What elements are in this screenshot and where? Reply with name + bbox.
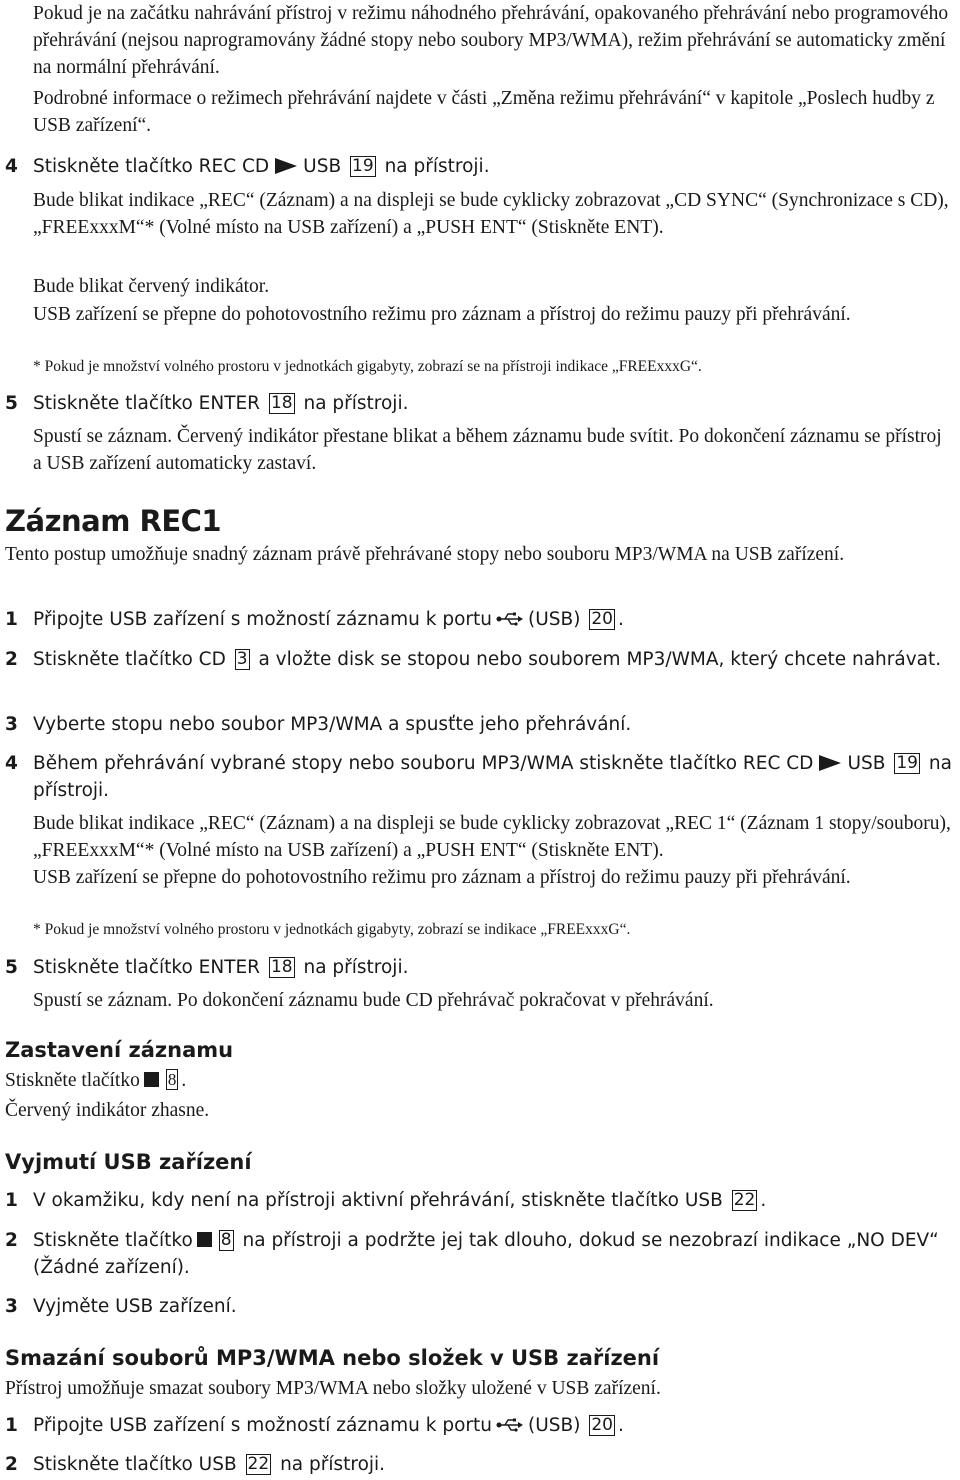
step-text: na přístroji.: [303, 957, 409, 978]
stop-square-icon: [144, 1072, 159, 1087]
intro-paragraph: Pokud je na začátku nahrávání přístroj v režimu náhodného přehrávání, opakovaného přehrávání nebo programového přehrávání (nejsou naprogramovány žádné stopy nebo soubory MP3/WMA), režim přehrávání se automaticky změní na normální přehrávání.: [33, 3, 949, 78]
stop-text: Stiskněte tlačítko: [5, 1070, 140, 1091]
step-number: 1: [5, 1190, 18, 1211]
usb-symbol-icon: [496, 1417, 524, 1433]
section-heading-rec1: Záznam REC1: [5, 504, 222, 538]
section-heading-stop: Zastavení záznamu: [5, 1038, 234, 1062]
button-ref-18: 18: [270, 957, 293, 977]
delete-intro: Přístroj umožňuje smazat soubory MP3/WMA nebo složky uložené v USB zařízení.: [5, 1378, 661, 1399]
stop-text: .: [181, 1070, 187, 1091]
remove-step-1: [5, 1187, 952, 1214]
button-ref-19: 19: [896, 753, 918, 773]
button-ref-8: 8: [220, 1230, 232, 1250]
rec1-step-5-description: Spustí se záznam. Po dokončení záznamu bude CD přehrávač pokračovat v přehrávání.: [33, 990, 714, 1011]
step-text: (USB): [528, 609, 581, 630]
delete-step-1: [5, 1412, 952, 1439]
button-ref-3: 3: [236, 649, 248, 669]
button-ref-8: 8: [167, 1070, 177, 1089]
step-text: Vyjměte USB zařízení.: [33, 1296, 237, 1317]
step-number: 2: [5, 649, 18, 670]
record-arrow-icon: [275, 158, 297, 174]
section-heading-remove-usb: Vyjmutí USB zařízení: [5, 1150, 252, 1174]
step-text: na přístroji a podržte jej tak dlouho, dokud se nezobrazí indikace „NO DEV“ (Žádné zařízení).: [33, 1230, 939, 1278]
step-text: Stiskněte tlačítko ENTER: [33, 957, 261, 978]
step-text: Připojte USB zařízení s možností záznamu k portu: [33, 609, 492, 630]
rec1-step-3: [5, 711, 952, 738]
step-number: 4: [5, 753, 18, 774]
rec1-intro: Tento postup umožňuje snadný záznam právě přehrávané stopy nebo souboru MP3/WMA na USB zařízení.: [5, 544, 845, 565]
step-text: Během přehrávání vybrané stopy nebo souboru MP3/WMA stiskněte tlačítko REC CD: [33, 753, 814, 774]
record-arrow-icon: [819, 755, 841, 771]
step-text: Stiskněte tlačítko USB: [33, 1454, 237, 1475]
step-number: 5: [5, 957, 18, 978]
step-4-description: Bude blikat indikace „REC“ (Záznam) a na displeji se bude cyklicky zobrazovat „CD SYNC“ (Synchronizace s CD), „FREExxxM“* (Volné místo na USB zařízení) a „PUSH ENT“ (Stiskněte ENT).: [33, 190, 949, 238]
step-text: Připojte USB zařízení s možností záznamu k portu: [33, 1415, 492, 1436]
section-heading-delete: Smazání souborů MP3/WMA nebo složek v USB zařízení: [5, 1346, 660, 1370]
step-text: na přístroji.: [303, 393, 409, 414]
step-number: 3: [5, 714, 18, 735]
step-number: 1: [5, 609, 18, 630]
rec1-step-4: [5, 750, 952, 804]
stop-instruction: [5, 1067, 952, 1094]
step-text: na přístroji.: [280, 1454, 386, 1475]
stop-square-icon: [197, 1232, 212, 1247]
button-ref-20: 20: [591, 609, 613, 629]
step-number: 2: [5, 1454, 18, 1475]
rec1-step-2: [5, 646, 952, 673]
step-text: Stiskněte tlačítko: [33, 1230, 193, 1251]
step-text: (USB): [528, 1415, 581, 1436]
step-5-enter: [5, 390, 952, 417]
step-text: USB: [303, 156, 342, 177]
step-number: 3: [5, 1296, 18, 1317]
usb-symbol-icon: [496, 611, 524, 627]
rec1-step-1: [5, 606, 952, 633]
step-number: 1: [5, 1415, 18, 1436]
step-text: Stiskněte tlačítko CD: [33, 649, 226, 670]
rec1-step-4-description: Bude blikat indikace „REC“ (Záznam) a na displeji se bude cyklicky zobrazovat „REC 1“ (Záznam 1 stopy/souboru), „FREExxxM“* (Volné místo na USB zařízení) a „PUSH ENT“ (Stiskněte ENT).: [33, 813, 951, 861]
remove-step-3: [5, 1293, 952, 1320]
step-text: na přístroji.: [384, 156, 490, 177]
button-ref-22: 22: [733, 1190, 756, 1210]
step-4-footnote: * Pokud je množství volného prostoru v jednotkách gigabyty, zobrazí se na přístroji indikace „FREExxxG“.: [33, 358, 702, 375]
step-text: .: [617, 609, 624, 630]
rec1-step-4-standby: USB zařízení se přepne do pohotovostního režimu pro záznam a přístroj do režimu pauzy při přehrávání.: [33, 867, 851, 888]
step-text: a vložte disk se stopou nebo souborem MP3/WMA, který chcete nahrávat.: [258, 649, 942, 670]
stop-result: Červený indikátor zhasne.: [5, 1100, 210, 1121]
step-text: Vyberte stopu nebo soubor MP3/WMA a spusťte jeho přehrávání.: [33, 714, 632, 735]
step-text: na přístroji.: [33, 753, 952, 801]
rec1-step-5: [5, 954, 952, 981]
step-4-indicator-note: Bude blikat červený indikátor.: [33, 276, 270, 297]
button-ref-20: 20: [591, 1415, 613, 1435]
step-text: .: [760, 1190, 767, 1211]
step-text: V okamžiku, kdy není na přístroji aktivní přehrávání, stiskněte tlačítko USB: [33, 1190, 723, 1211]
step-4-cd-sync: [5, 153, 952, 180]
step-number: 2: [5, 1230, 18, 1251]
step-text: Stiskněte tlačítko ENTER: [33, 393, 261, 414]
button-ref-22: 22: [247, 1454, 270, 1474]
rec1-step-4-footnote: * Pokud je množství volného prostoru v jednotkách gigabyty, zobrazí se indikace „FREExxxG“.: [33, 921, 631, 938]
step-number: 5: [5, 393, 18, 414]
button-ref-19: 19: [352, 156, 374, 176]
step-text: .: [617, 1415, 624, 1436]
step-4-standby-note: USB zařízení se přepne do pohotovostního režimu pro záznam a přístroj do režimu pauzy při přehrávání.: [33, 304, 851, 325]
remove-step-2: [5, 1227, 952, 1281]
step-number: 4: [5, 156, 18, 177]
delete-step-2: [5, 1451, 952, 1478]
intro-reference: Podrobné informace o režimech přehrávání najdete v části „Změna režimu přehrávání“ v kapitole „Poslech hudby z USB zařízení“.: [33, 88, 935, 136]
step-text: USB: [847, 753, 886, 774]
button-ref-18: 18: [270, 393, 293, 413]
step-5-description: Spustí se záznam. Červený indikátor přestane blikat a během záznamu bude svítit. Po dokončení záznamu se přístroj a USB zařízení automaticky zastaví.: [33, 426, 942, 474]
step-text: Stiskněte tlačítko REC CD: [33, 156, 270, 177]
